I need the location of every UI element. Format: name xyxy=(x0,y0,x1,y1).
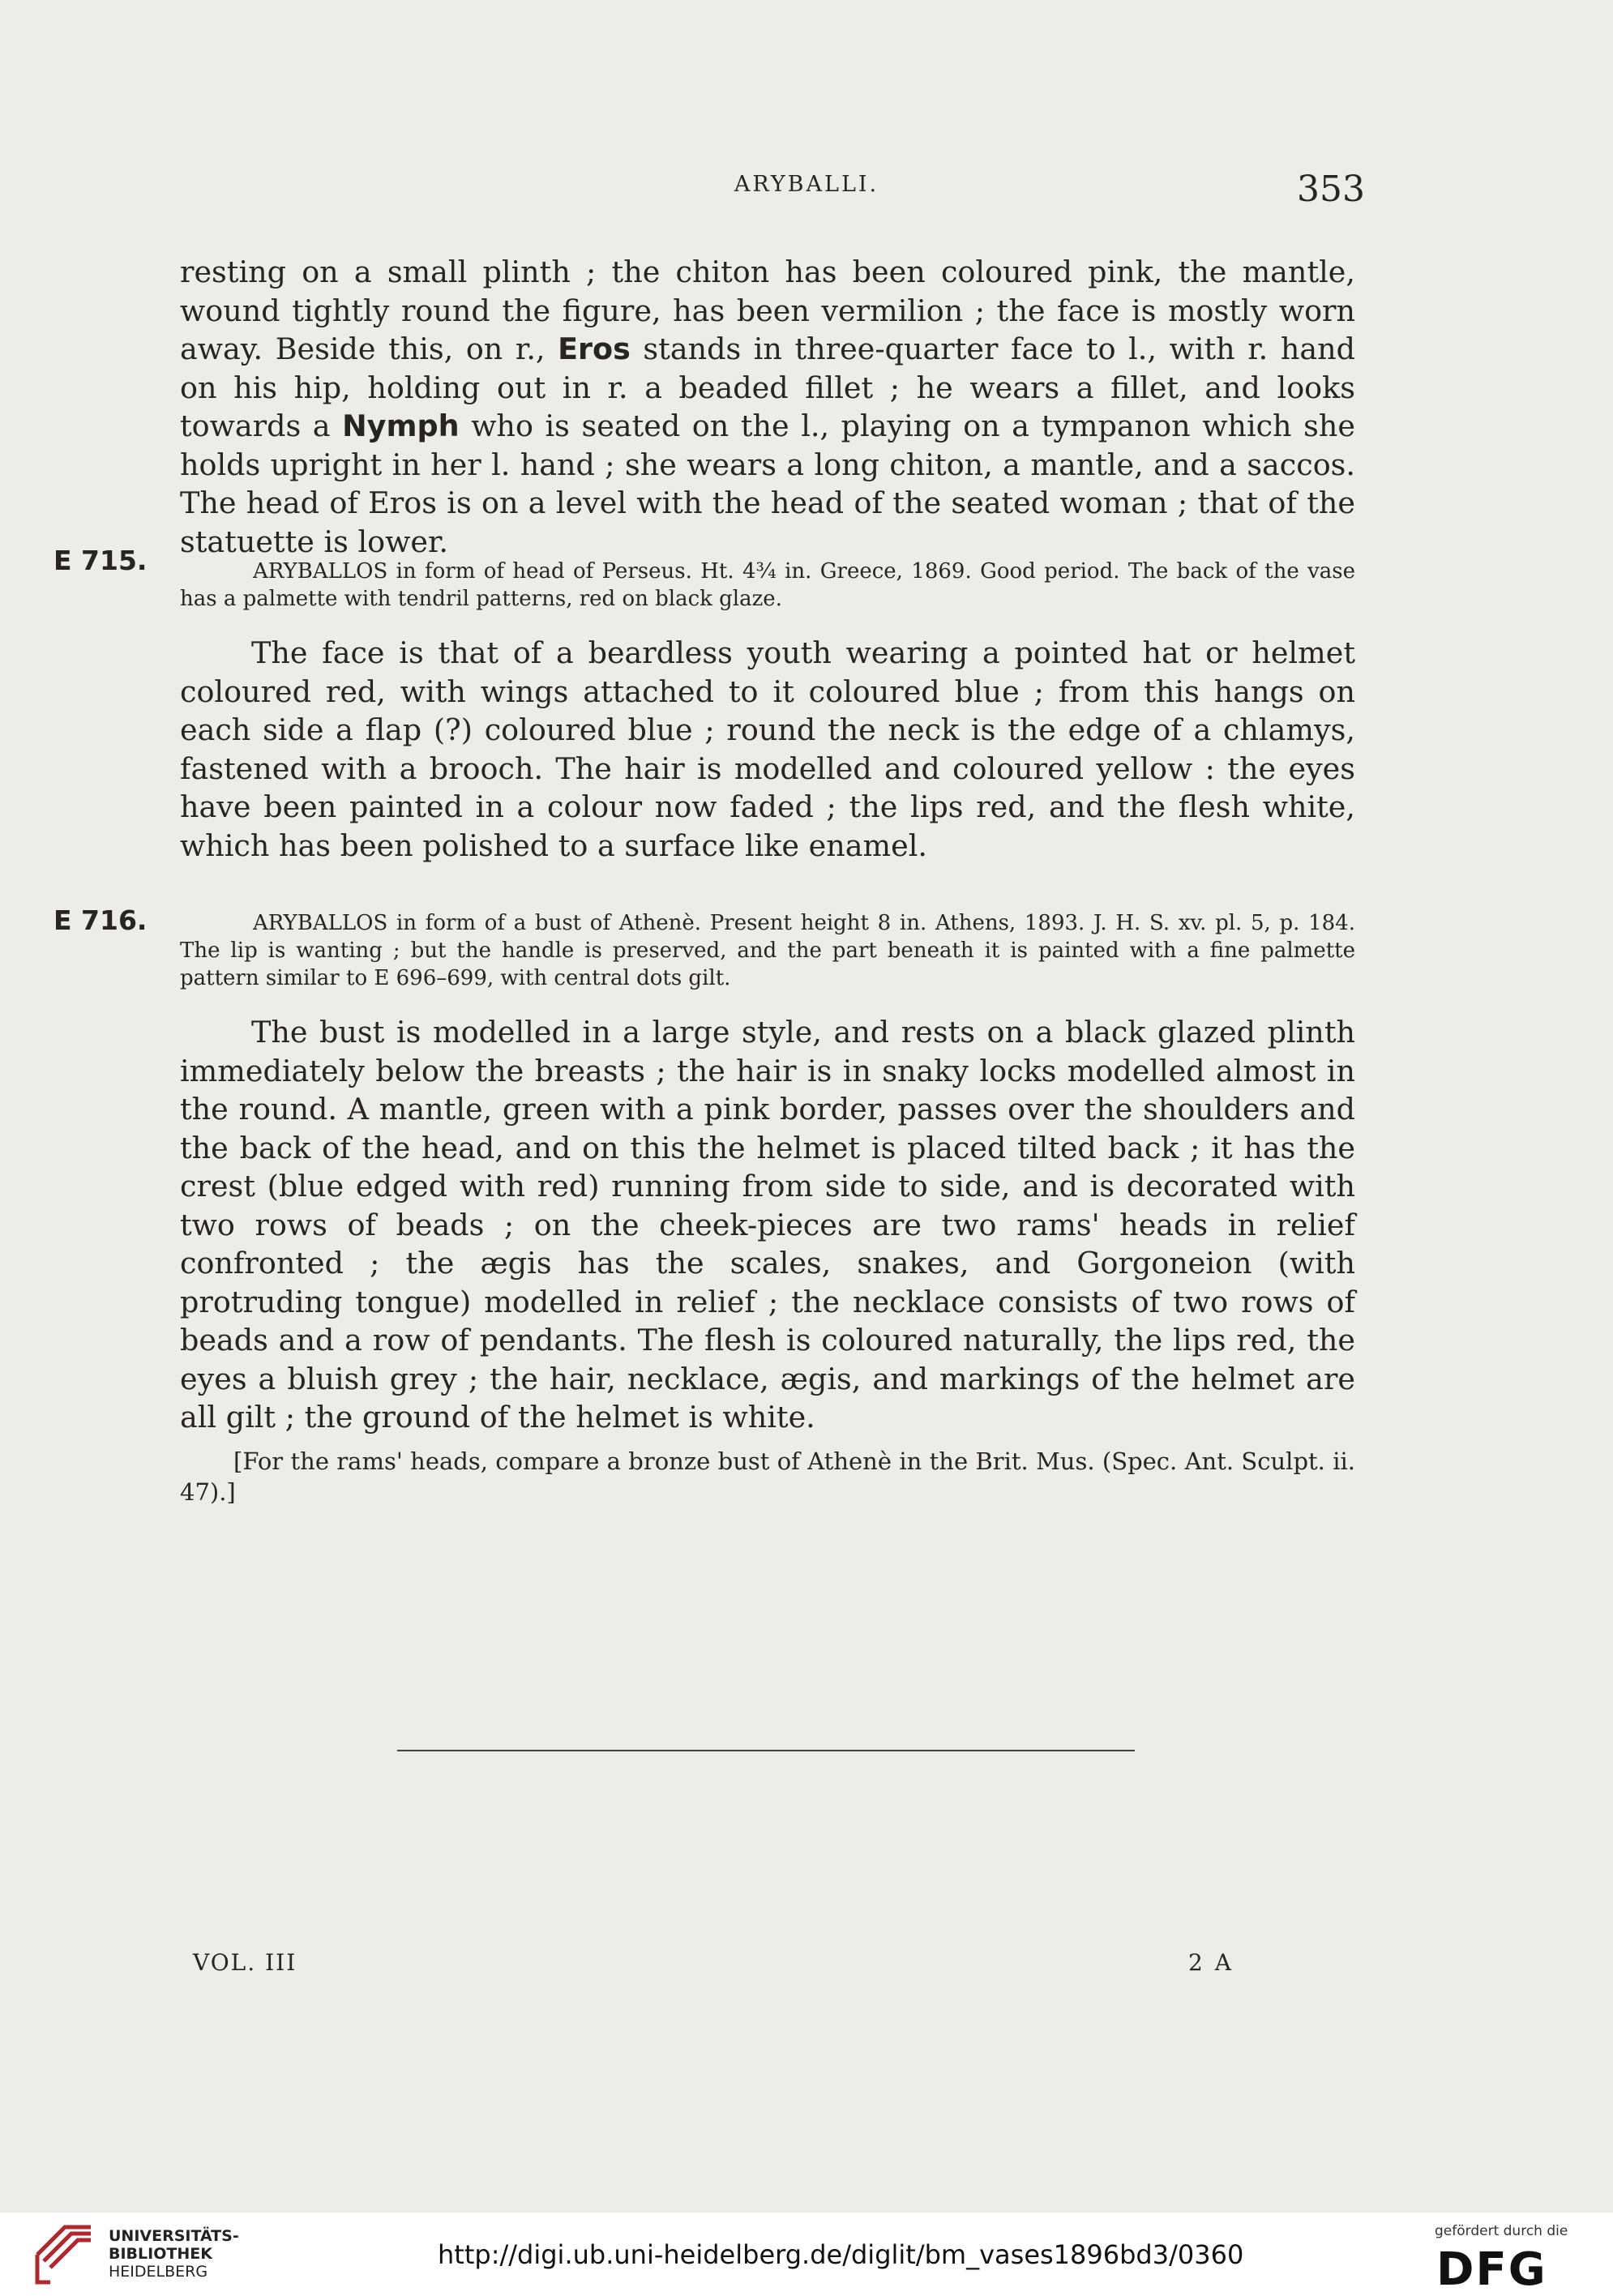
funded-by-label: gefördert durch die xyxy=(1435,2223,1568,2239)
entry-description-e716: The bust is modelled in a large style, and rests on a black glazed plinth immediately below the breasts ; the hair is in snaky locks modelled almost in the round. A mantle, green with a pink border, passes over the shoulders and the back of the head, and on this the helmet is placed tilted back ; it has the crest (blue edged with red) running from side to side, and is decorated with two rows of beads ; on the cheek-pieces are two rams' heads in relief confronted ; the ægis has the scales, snakes, and Gorgoneion (with protruding tongue) modelled in relief ; the necklace consists of two rows of beads and a row of pendants. The flesh is coloured naturally, the lips red, the eyes a bluish grey ; the hair, necklace, ægis, and markings of the helmet are all gilt ; the ground of the helmet is white. xyxy=(180,1015,1355,1434)
signature-mark: 2 A xyxy=(1188,1949,1234,1976)
library-name-line: BIBLIOTHEK xyxy=(109,2245,212,2263)
paragraph-text: who is seated on the l., playing on a tympanon which she holds upright in her l. hand ; she wears a long chiton, a mantle, and a saccos. The head of Eros is on a level with the head of the seated woman ; that of the statuette is lower. xyxy=(180,408,1355,559)
page-number: 353 xyxy=(1297,169,1365,210)
entry-label-e715: E 715. xyxy=(53,545,148,576)
nymph-name: Nymph xyxy=(342,408,460,443)
entry-heading-e716: ARYBALLOS in form of a bust of Athenè. Present height 8 in. Athens, 1893. J. H. S. xv. pl. 5, p. 184. The lip is wanting ; but the handle is preserved, and the part beneath it is painted with a fine palmette pattern similar to E 696–699, with central dots gilt. xyxy=(180,911,1355,990)
permalink-url[interactable]: http://digi.ub.uni-heidelberg.de/diglit/bm_vases1896bd3/0360 xyxy=(438,2239,1244,2270)
volume-label: VOL. III xyxy=(193,1949,297,1976)
library-name-line: HEIDELBERG xyxy=(109,2263,208,2281)
entry-label-e716: E 716. xyxy=(53,904,148,936)
running-title: ARYBALLI. xyxy=(734,172,879,197)
paragraph-text: resting on a small plinth ; the chiton has been coloured pink, the mantle, wound tightly round the figure, has been vermilion ; the face is mostly worn away. Beside this, on r., xyxy=(180,254,1355,366)
library-name xyxy=(109,2227,239,2281)
continued-paragraph xyxy=(180,253,1355,561)
section-rule xyxy=(397,1750,1135,1751)
eros-name: Eros xyxy=(558,331,631,366)
entry-description-e715: The face is that of a beardless youth wearing a pointed hat or helmet coloured red, with wings attached to it coloured blue ; from this hangs on each side a flap (?) coloured blue ; round the neck is the edge of a chlamys, fastened with a brooch. The hair is modelled and coloured yellow : the eyes have been painted in a colour now faded ; the lips red, and the flesh white, which has been polished to a surface like enamel. xyxy=(180,635,1355,863)
paragraph-text: stands in three-quarter face to l., with r. hand on his hip, holding out in r. a beaded fillet ; he wears a fillet, and looks towards a xyxy=(180,331,1355,443)
dfg-logo: DFG xyxy=(1436,2243,1547,2296)
library-name-line: UNIVERSITÄTS- xyxy=(109,2227,239,2245)
entry-heading-e715: ARYBALLOS in form of head of Perseus. Ht. 4¾ in. Greece, 1869. Good period. The back of the vase has a palmette with tendril patterns, red on black glaze. xyxy=(180,559,1355,611)
entry-note-e716: [For the rams' heads, compare a bronze bust of Athenè in the Brit. Mus. (Spec. Ant. Sculpt. ii. 47).] xyxy=(180,1447,1355,1506)
library-logo-icon xyxy=(32,2222,96,2287)
